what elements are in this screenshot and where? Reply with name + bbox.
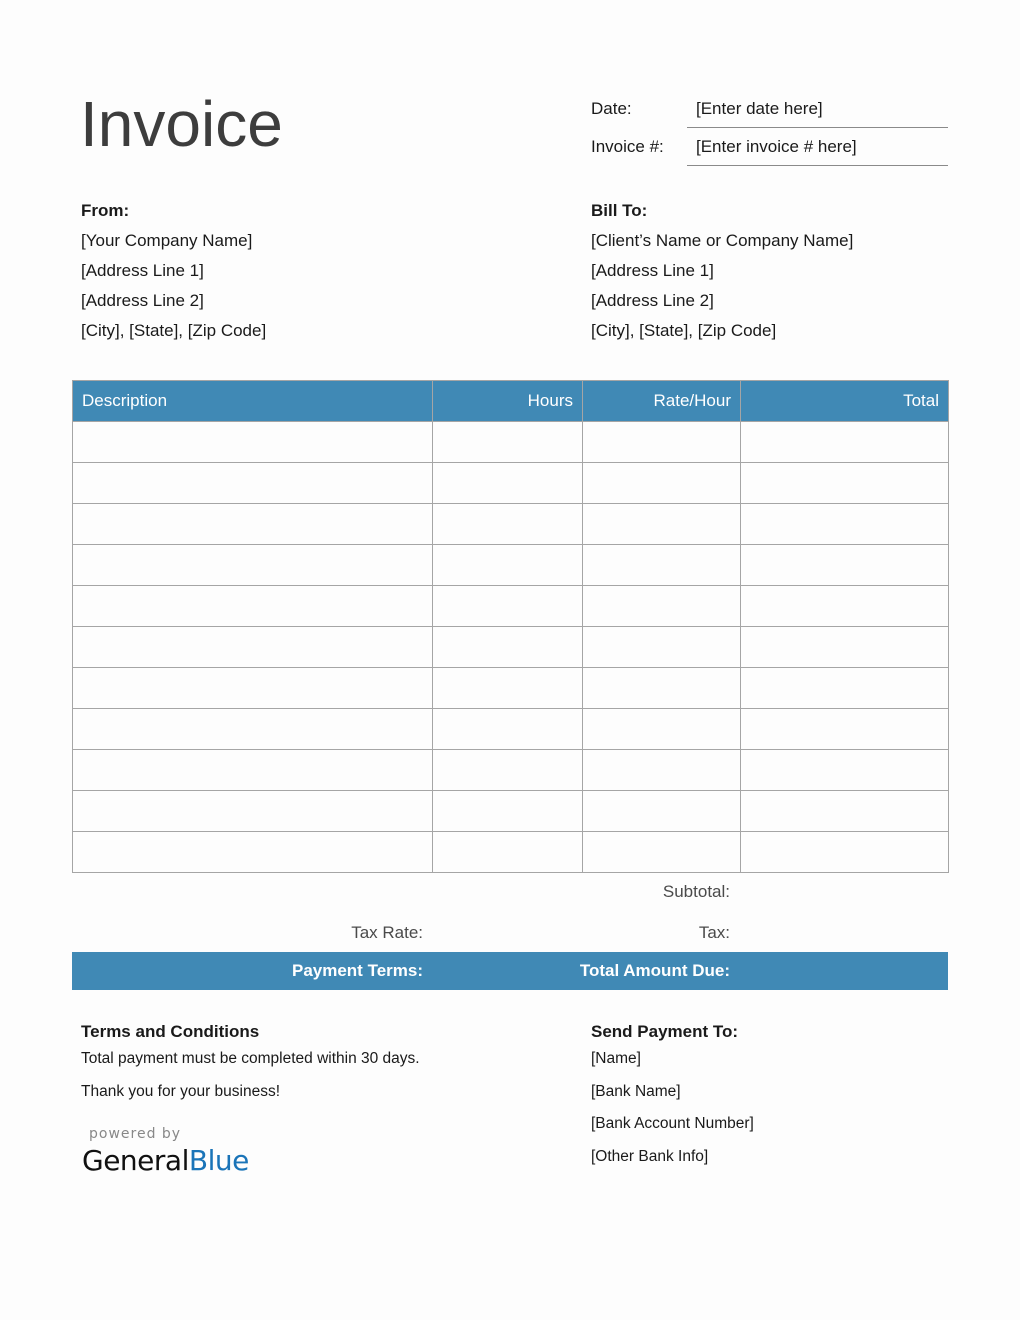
from-company-name[interactable]: [Your Company Name] xyxy=(81,231,253,250)
table-row xyxy=(73,832,949,873)
cell-hours[interactable] xyxy=(433,545,583,586)
cell-rate-hour[interactable] xyxy=(583,668,741,709)
table-row xyxy=(73,709,949,750)
table-row xyxy=(73,668,949,709)
bill-to-address-line-1[interactable]: [Address Line 1] xyxy=(591,261,714,280)
send-payment-heading: Send Payment To: xyxy=(591,1022,739,1041)
invoice-number-field[interactable]: [Enter invoice # here] xyxy=(696,137,857,156)
cell-total[interactable] xyxy=(741,463,949,504)
table-body xyxy=(73,422,949,873)
cell-total[interactable] xyxy=(741,422,949,463)
tax-rate-label: Tax Rate: xyxy=(351,923,423,942)
from-address-line-1[interactable]: [Address Line 1] xyxy=(81,261,204,280)
cell-description[interactable] xyxy=(73,791,433,832)
invoice-number-label: Invoice #: xyxy=(591,137,664,156)
cell-hours[interactable] xyxy=(433,709,583,750)
cell-hours[interactable] xyxy=(433,463,583,504)
table-row xyxy=(73,422,949,463)
column-header-description: Description xyxy=(73,381,433,422)
cell-total[interactable] xyxy=(741,709,949,750)
cell-description[interactable] xyxy=(73,668,433,709)
page-title: Invoice xyxy=(80,88,283,160)
from-heading: From: xyxy=(81,201,130,220)
table-row xyxy=(73,504,949,545)
cell-description[interactable] xyxy=(73,709,433,750)
cell-description[interactable] xyxy=(73,422,433,463)
bill-to-heading: Bill To: xyxy=(591,201,648,220)
terms-heading: Terms and Conditions xyxy=(81,1022,260,1041)
cell-hours[interactable] xyxy=(433,586,583,627)
subtotal-label: Subtotal: xyxy=(662,882,730,901)
table-row xyxy=(73,545,949,586)
table-row xyxy=(73,750,949,791)
total-amount-due-label: Total Amount Due: xyxy=(579,961,730,980)
cell-rate-hour[interactable] xyxy=(583,504,741,545)
table-row xyxy=(73,627,949,668)
cell-description[interactable] xyxy=(73,545,433,586)
terms-line-2: Thank you for your business! xyxy=(81,1083,281,1100)
from-city-state-zip[interactable]: [City], [State], [Zip Code] xyxy=(81,321,267,340)
date-underline xyxy=(687,127,948,128)
cell-total[interactable] xyxy=(741,627,949,668)
cell-total[interactable] xyxy=(741,750,949,791)
column-header-rate-hour: Rate/Hour xyxy=(583,381,741,422)
cell-description[interactable] xyxy=(73,504,433,545)
cell-hours[interactable] xyxy=(433,791,583,832)
invoice-number-underline xyxy=(687,165,948,166)
cell-description[interactable] xyxy=(73,463,433,504)
tax-label: Tax: xyxy=(698,923,730,942)
powered-by-text: powered by xyxy=(89,1126,182,1142)
cell-total[interactable] xyxy=(741,545,949,586)
cell-hours[interactable] xyxy=(433,627,583,668)
generalblue-logo xyxy=(82,1144,249,1177)
cell-description[interactable] xyxy=(73,750,433,791)
cell-rate-hour[interactable] xyxy=(583,545,741,586)
cell-description[interactable] xyxy=(73,586,433,627)
cell-hours[interactable] xyxy=(433,832,583,873)
cell-rate-hour[interactable] xyxy=(583,463,741,504)
from-block xyxy=(81,201,266,351)
cell-description[interactable] xyxy=(73,627,433,668)
cell-rate-hour[interactable] xyxy=(583,832,741,873)
table-header-row xyxy=(73,381,949,422)
cell-total[interactable] xyxy=(741,791,949,832)
table-row xyxy=(73,791,949,832)
table-row xyxy=(73,463,949,504)
bill-to-city-state-zip[interactable]: [City], [State], [Zip Code] xyxy=(591,321,777,340)
from-address-line-2[interactable]: [Address Line 2] xyxy=(81,291,204,310)
payment-bank-account-number[interactable]: [Bank Account Number] xyxy=(591,1115,754,1132)
terms-line-1: Total payment must be completed within 30 days. xyxy=(81,1050,420,1067)
logo-general: General xyxy=(82,1144,189,1177)
totals-band xyxy=(72,952,948,990)
cell-rate-hour[interactable] xyxy=(583,791,741,832)
date-field[interactable]: [Enter date here] xyxy=(696,99,823,118)
cell-rate-hour[interactable] xyxy=(583,750,741,791)
payment-terms-label: Payment Terms: xyxy=(291,961,423,980)
line-items-table xyxy=(72,380,949,873)
date-label: Date: xyxy=(591,99,632,118)
logo-blue: Blue xyxy=(188,1144,249,1177)
payment-bank-name[interactable]: [Bank Name] xyxy=(591,1083,681,1100)
cell-description[interactable] xyxy=(73,832,433,873)
cell-total[interactable] xyxy=(741,586,949,627)
payment-name[interactable]: [Name] xyxy=(591,1050,641,1067)
cell-hours[interactable] xyxy=(433,668,583,709)
payment-other-bank-info[interactable]: [Other Bank Info] xyxy=(591,1148,709,1165)
cell-total[interactable] xyxy=(741,504,949,545)
bill-to-block xyxy=(591,201,853,351)
cell-total[interactable] xyxy=(741,668,949,709)
cell-hours[interactable] xyxy=(433,422,583,463)
cell-rate-hour[interactable] xyxy=(583,709,741,750)
bill-to-client-name[interactable]: [Client’s Name or Company Name] xyxy=(591,231,854,250)
cell-rate-hour[interactable] xyxy=(583,627,741,668)
cell-rate-hour[interactable] xyxy=(583,586,741,627)
table-row xyxy=(73,586,949,627)
column-header-hours: Hours xyxy=(433,381,583,422)
bill-to-address-line-2[interactable]: [Address Line 2] xyxy=(591,291,714,310)
cell-hours[interactable] xyxy=(433,504,583,545)
cell-hours[interactable] xyxy=(433,750,583,791)
column-header-total: Total xyxy=(741,381,949,422)
cell-rate-hour[interactable] xyxy=(583,422,741,463)
cell-total[interactable] xyxy=(741,832,949,873)
